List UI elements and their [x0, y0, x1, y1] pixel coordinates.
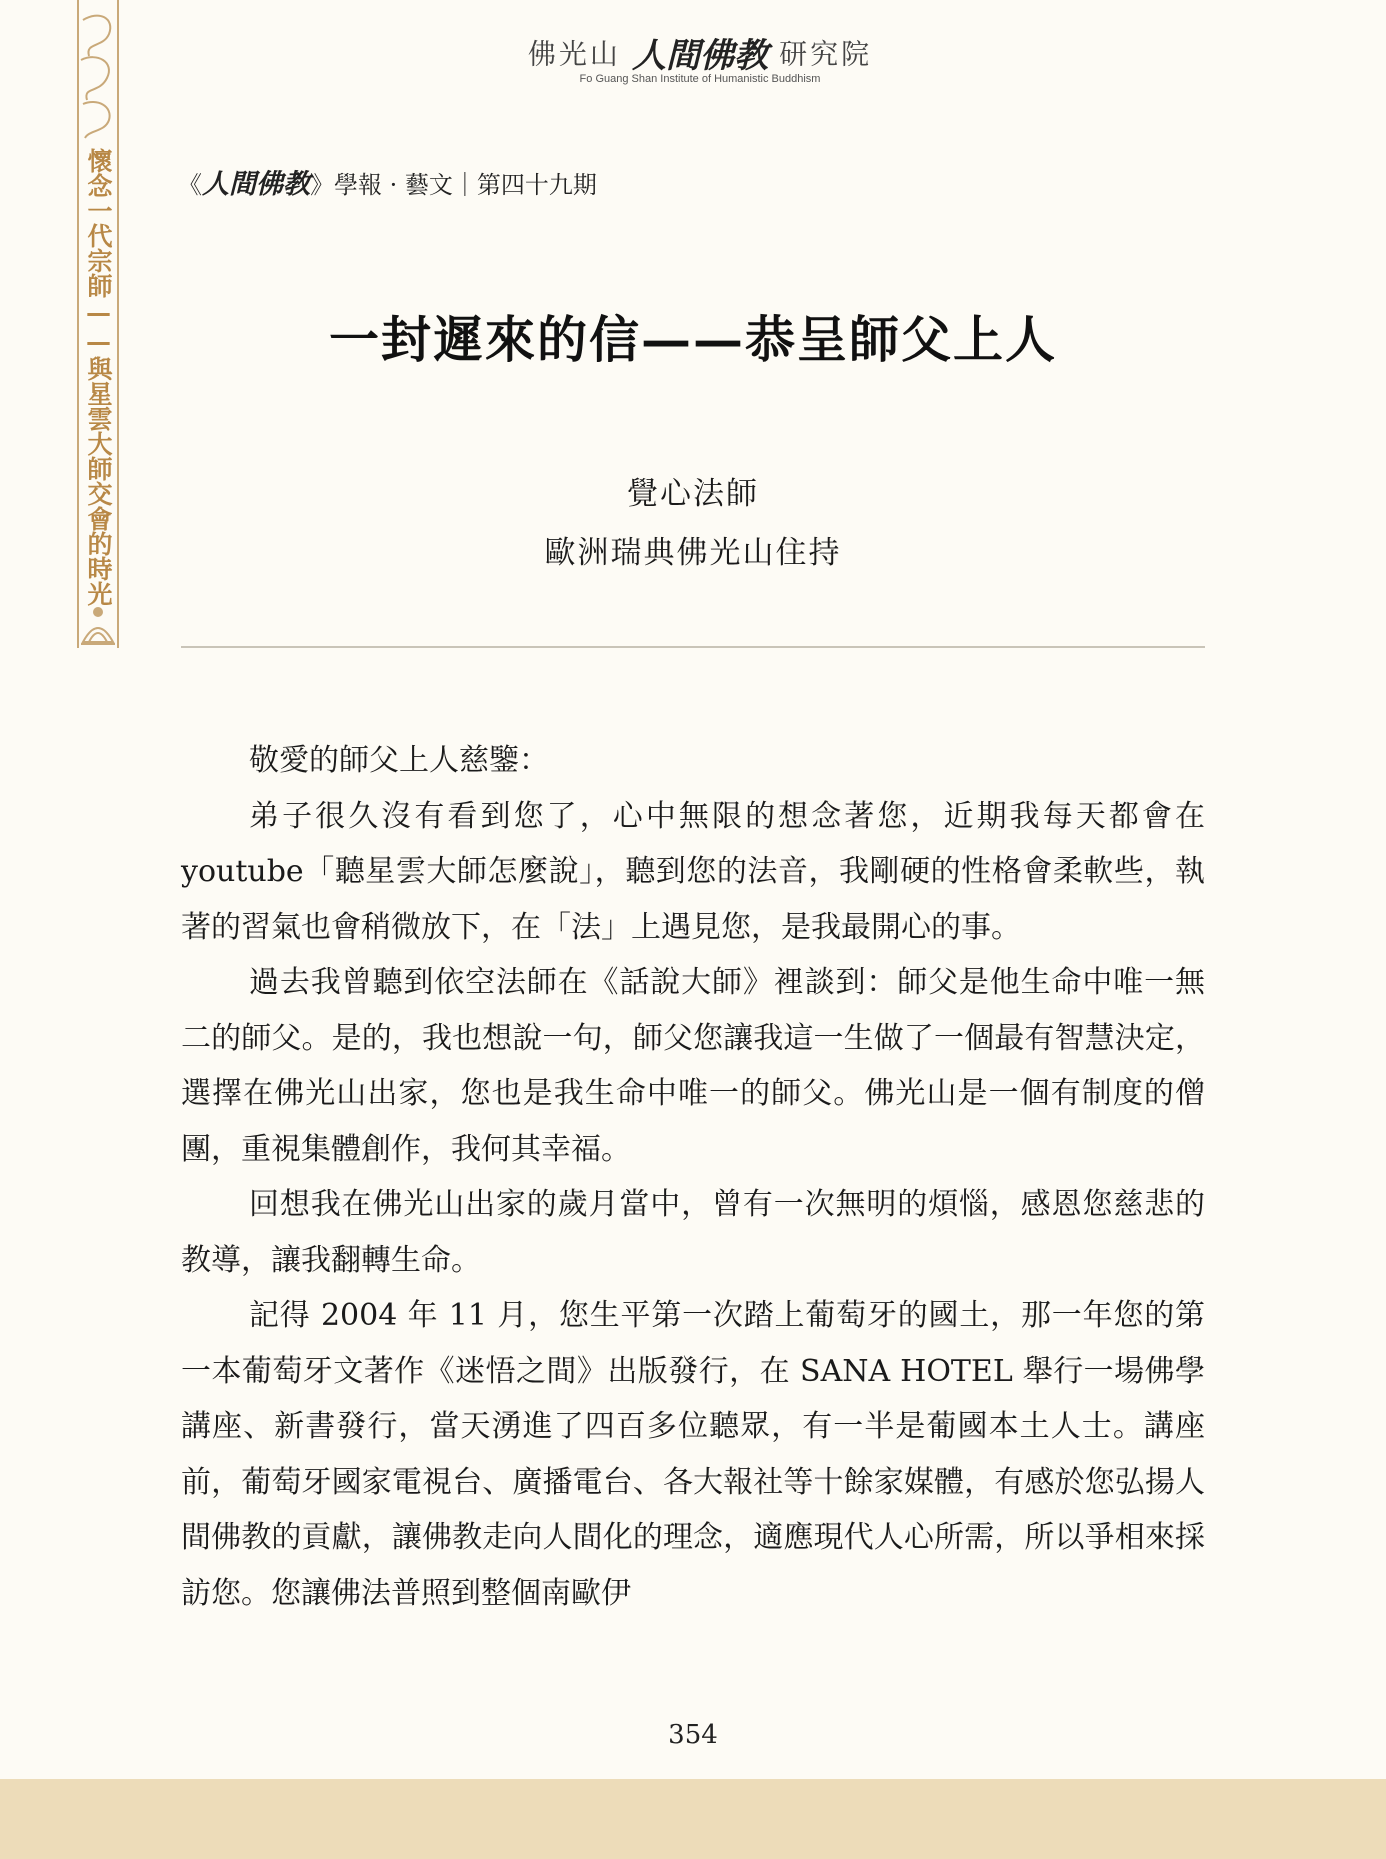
lotus-ornament-icon: [79, 602, 117, 648]
institute-name-main: 人間佛教: [632, 36, 768, 76]
article-body: [181, 733, 1205, 1621]
body-paragraph: 回想我在佛光山出家的歲月當中，曾有一次無明的煩惱，感恩您慈悲的教導，讓我翻轉生命。: [181, 1187, 1205, 1278]
body-paragraph: 記得 2004 年 11 月，您生平第一次踏上葡萄牙的國土，那一年您的第一本葡萄牙文著作《迷悟之間》出版發行，在 SANA HOTEL 舉行一場佛學講座、新書發行，當天湧進了四百多位聽眾，有一半是葡國本土人士。講座前，葡萄牙國家電視台、廣播電台、各大報社等十餘家媒體，有感於您弘揚人間佛教的貢獻，讓佛教走向人間化的理念，適應現代人心所需，所以爭相來採訪您。您讓佛法普照到整個南歐伊: [181, 1298, 1205, 1611]
salutation-paragraph: 敬愛的師父上人慈鑒：: [249, 743, 549, 778]
divider: [181, 646, 1205, 648]
author-role: 歐洲瑞典佛光山住持: [544, 535, 842, 571]
footer-band: [0, 1779, 1386, 1859]
sidebar-vertical-title: 懷念一代宗師——與星雲大師交會的時光: [84, 148, 113, 606]
journal-bracket-open: 《: [178, 171, 202, 199]
body-paragraph: 過去我曾聽到依空法師在《話說大師》裡談到：師父是他生命中唯一無二的師父。是的，我也想說一句，師父您讓我這一生做了一個最有智慧決定，選擇在佛光山出家，您也是我生命中唯一的師父。佛光山是一個有制度的僧團，重視集體創作，我何其幸福。: [181, 965, 1205, 1167]
institute-name-left: 佛光山: [527, 37, 621, 71]
article-title: 一封遲來的信——恭呈師父上人: [329, 310, 1057, 369]
institute-english-name: Fo Guang Shan Institute of Humanistic Buddhism: [579, 73, 821, 85]
page-number: 354: [668, 1720, 718, 1750]
body-paragraph: 弟子很久沒有看到您了，心中無限的想念著您，近期我每天都會在 youtube「聽星雲大師怎麼說」，聽到您的法音，我剛硬的性格會柔軟些，執著的習氣也會稍微放下，在「法」上遇見您，是我最開心的事。: [181, 798, 1205, 945]
journal-bracket-close: 》: [310, 171, 334, 199]
journal-running-head: [178, 162, 597, 201]
author-name: 覺心法師: [627, 476, 759, 512]
journal-section-issue: 學報 · 藝文｜第四十九期: [334, 171, 597, 199]
swirl-ornament-icon: [79, 0, 117, 140]
journal-name: 人間佛教: [202, 169, 310, 200]
institute-name-right: 研究院: [779, 37, 873, 71]
